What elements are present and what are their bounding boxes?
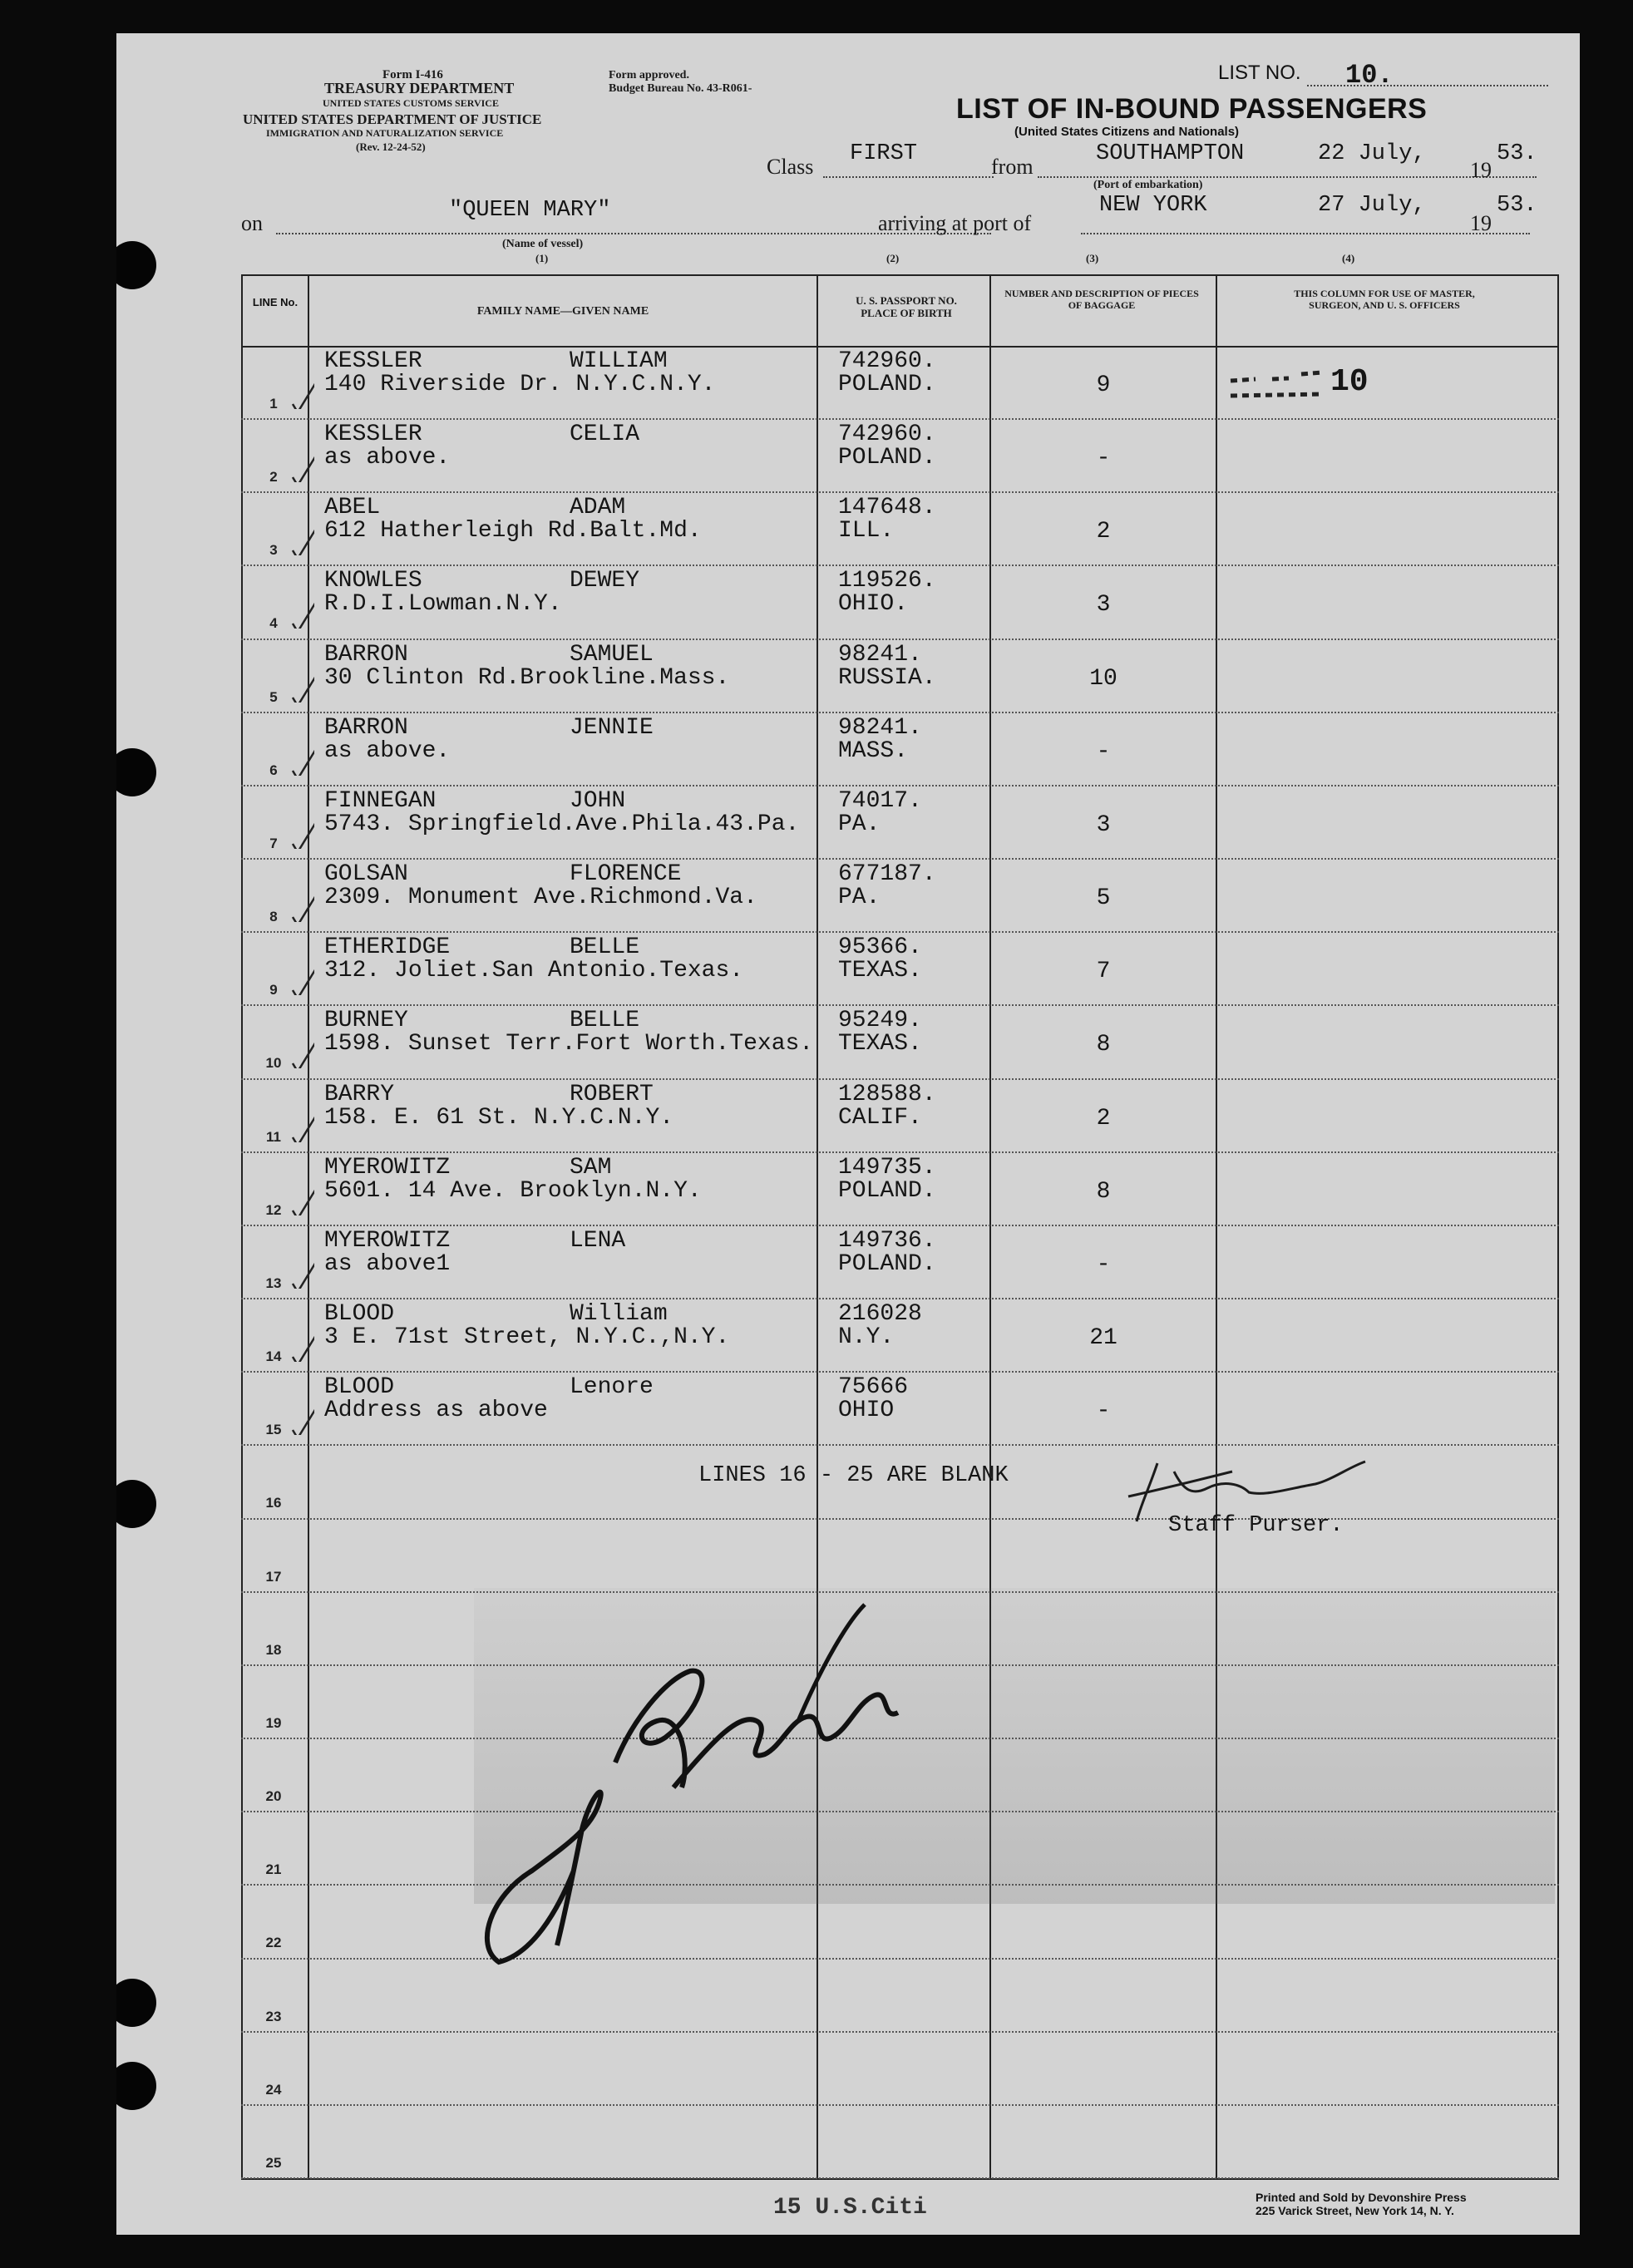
line-number: 4 — [269, 615, 278, 632]
baggage-count: 3 — [1096, 592, 1111, 619]
passport-number: 128588. — [838, 1081, 936, 1107]
address: 2309. Monument Ave.Richmond.Va. — [324, 885, 757, 911]
family-name: KNOWLES — [324, 568, 422, 594]
place-of-birth: POLAND. — [838, 1177, 936, 1204]
family-name: ABEL — [324, 495, 381, 521]
form-subtitle: (United States Citizens and Nationals) — [1014, 125, 1240, 139]
address: 158. E. 61 St. N.Y.C.N.Y. — [324, 1104, 674, 1131]
given-name: SAMUEL — [570, 641, 654, 668]
line-number: 9 — [269, 982, 278, 998]
manifest-page — [116, 33, 1580, 2235]
place-of-birth: OHIO — [838, 1398, 895, 1424]
form-number: Form I-416 — [382, 68, 443, 81]
address: as above. — [324, 737, 451, 764]
row-separator — [241, 1151, 1559, 1153]
place-of-birth: N.Y. — [838, 1324, 895, 1351]
punch-hole — [116, 1480, 156, 1528]
row-separator — [241, 785, 1559, 786]
row-separator — [241, 418, 1559, 420]
punch-hole — [116, 241, 156, 289]
place-of-birth: CALIF. — [838, 1104, 922, 1131]
given-name: JENNIE — [570, 714, 654, 741]
place-of-birth: POLAND. — [838, 372, 936, 397]
check-mark — [289, 379, 314, 409]
passport-number: 98241. — [838, 641, 922, 668]
passport-number: 149735. — [838, 1154, 936, 1181]
family-name: MYEROWITZ — [324, 1154, 451, 1181]
col-num-4: (4) — [1342, 252, 1355, 264]
line-number: 16 — [265, 1495, 282, 1511]
baggage-count: 5 — [1096, 885, 1111, 912]
baggage-count: 9 — [1096, 372, 1111, 398]
line-number: 11 — [266, 1128, 281, 1145]
address: 140 Riverside Dr. N.Y.C.N.Y. — [324, 372, 716, 397]
place-of-birth: TEXAS. — [838, 958, 922, 984]
form-revision: (Rev. 12-24-52) — [356, 141, 426, 153]
row-separator — [241, 491, 1559, 493]
baggage-count: 21 — [1089, 1325, 1117, 1352]
baggage-count: - — [1096, 446, 1111, 472]
family-name: KESSLER — [324, 348, 422, 374]
row-separator — [241, 931, 1559, 933]
arrive-date: 27 July, — [1318, 193, 1426, 218]
family-name: BLOOD — [324, 1374, 395, 1401]
form-title: LIST OF IN-BOUND PASSENGERS — [956, 93, 1428, 125]
family-name: BLOOD — [324, 1301, 395, 1328]
given-name: ADAM — [570, 495, 626, 521]
check-mark — [289, 892, 314, 922]
baggage-count: 10 — [1089, 665, 1117, 692]
place-of-birth: RUSSIA. — [838, 664, 936, 691]
address: 612 Hatherleigh Rd.Balt.Md. — [324, 518, 702, 545]
from-label: from — [991, 155, 1034, 179]
address: 30 Clinton Rd.Brookline.Mass. — [324, 664, 730, 691]
address: 5743. Springfield.Ave.Phila.43.Pa. — [324, 811, 800, 837]
list-no-value: 10. — [1345, 60, 1394, 91]
check-mark — [289, 746, 314, 776]
line-number: 13 — [265, 1275, 282, 1291]
baggage-count: - — [1096, 1251, 1111, 1278]
passport-number: 677187. — [838, 861, 936, 888]
punch-hole — [116, 748, 156, 796]
row-separator — [241, 1298, 1559, 1299]
vessel-caption: (Name of vessel) — [502, 238, 584, 250]
given-name: FLORENCE — [570, 861, 682, 888]
address: Address as above — [324, 1398, 548, 1424]
line-number: 3 — [269, 542, 278, 559]
check-mark — [289, 1405, 314, 1435]
check-mark — [289, 452, 314, 482]
line-number: 2 — [269, 469, 278, 486]
given-name: LENA — [570, 1227, 626, 1254]
line-number: 6 — [269, 762, 278, 778]
col-num-1: (1) — [535, 252, 549, 264]
check-mark — [289, 1186, 314, 1215]
address: as above. — [324, 445, 451, 471]
dept-treasury: TREASURY DEPARTMENT — [324, 80, 515, 96]
row-separator — [241, 2031, 1559, 2033]
row-separator — [241, 565, 1559, 566]
address: 3 E. 71st Street, N.Y.C.,N.Y. — [324, 1324, 730, 1351]
header-baggage: NUMBER AND DESCRIPTION OF PIECES OF BAGGAGE — [1004, 288, 1199, 311]
line-number: 1 — [269, 396, 278, 412]
family-name: BARRY — [324, 1081, 395, 1107]
depart-date: 22 July, — [1318, 141, 1426, 166]
header-officers: THIS COLUMN FOR USE OF MASTER, SURGEON, AND U. S. OFFICERS — [1294, 288, 1475, 311]
vessel-name: "QUEEN MARY" — [449, 198, 611, 223]
address: 312. Joliet.San Antonio.Texas. — [324, 958, 744, 984]
citizen-summary: 15 U.S.Citi — [773, 2195, 927, 2221]
officer-dash-mark — [1222, 357, 1339, 407]
baggage-count: 8 — [1096, 1178, 1111, 1205]
place-of-birth: MASS. — [838, 737, 909, 764]
check-mark — [289, 819, 314, 849]
row-separator — [241, 712, 1559, 713]
arrive-year-prefix: 19 — [1470, 211, 1492, 235]
place-of-birth: PA. — [838, 885, 881, 911]
family-name: ETHERIDGE — [324, 934, 451, 961]
place-of-birth: POLAND. — [838, 445, 936, 471]
passport-number: 149736. — [838, 1227, 936, 1254]
form-approved: Form approved. — [609, 69, 689, 81]
printer-line-2: 225 Varick Street, New York 14, N. Y. — [1256, 2204, 1454, 2217]
arriving-label: arriving at port of — [878, 211, 1032, 235]
line-number: 21 — [265, 1861, 282, 1878]
line-number: 19 — [265, 1714, 282, 1731]
baggage-count: 2 — [1096, 1105, 1111, 1132]
passport-number: 742960. — [838, 422, 936, 448]
line-number: 20 — [265, 1788, 282, 1805]
line-number: 14 — [265, 1348, 282, 1365]
passport-number: 742960. — [838, 348, 936, 374]
place-of-birth: TEXAS. — [838, 1031, 922, 1058]
dept-immigration: IMMIGRATION AND NATURALIZATION SERVICE — [266, 127, 504, 139]
line-number: 7 — [269, 835, 278, 851]
family-name: FINNEGAN — [324, 787, 437, 814]
dept-justice: UNITED STATES DEPARTMENT OF JUSTICE — [243, 111, 542, 127]
line-number: 8 — [269, 909, 278, 925]
row-separator — [241, 1371, 1559, 1373]
given-name: ROBERT — [570, 1081, 654, 1107]
on-label: on — [241, 211, 263, 235]
row-separator — [241, 2177, 1559, 2179]
family-name: MYEROWITZ — [324, 1227, 451, 1254]
check-mark — [289, 1332, 314, 1362]
line-number: 18 — [265, 1641, 282, 1658]
line-number: 15 — [265, 1422, 282, 1438]
line-number: 10 — [265, 1055, 282, 1072]
dept-customs: UNITED STATES CUSTOMS SERVICE — [323, 97, 499, 109]
place-of-birth: PA. — [838, 811, 881, 837]
baggage-count: - — [1096, 1398, 1111, 1425]
master-signature — [466, 1596, 931, 1979]
row-separator — [241, 1004, 1559, 1006]
family-name: BARRON — [324, 641, 408, 668]
class-label: Class — [767, 155, 814, 179]
embark-caption: (Port of embarkation) — [1093, 179, 1203, 191]
family-name: BARRON — [324, 714, 408, 741]
baggage-count: 2 — [1096, 519, 1111, 545]
arrive-year: 53. — [1497, 193, 1537, 218]
officer-mark: 10 — [1330, 364, 1369, 400]
address: 1598. Sunset Terr.Fort Worth.Texas. — [324, 1031, 814, 1058]
row-separator — [241, 858, 1559, 860]
check-mark — [289, 965, 314, 995]
from-value: SOUTHAMPTON — [1096, 141, 1245, 166]
family-name: GOLSAN — [324, 861, 408, 888]
check-mark — [289, 599, 314, 629]
given-name: William — [570, 1301, 668, 1328]
line-number: 12 — [265, 1201, 282, 1218]
passport-number: 216028 — [838, 1301, 922, 1328]
col-num-3: (3) — [1086, 252, 1099, 264]
depart-year: 53. — [1497, 141, 1537, 166]
passport-number: 75666 — [838, 1374, 909, 1401]
passport-number: 74017. — [838, 787, 922, 814]
check-mark — [289, 525, 314, 555]
row-separator — [241, 1078, 1559, 1080]
budget-bureau: Budget Bureau No. 43-R061- — [609, 82, 752, 95]
check-mark — [289, 673, 314, 703]
punch-hole — [116, 1979, 156, 2027]
given-name: JOHN — [570, 787, 626, 814]
line-number: 23 — [265, 2008, 282, 2024]
baggage-count: 7 — [1096, 959, 1111, 985]
line-number: 5 — [269, 688, 278, 705]
check-mark — [289, 1259, 314, 1289]
depart-year-prefix: 19 — [1470, 158, 1492, 182]
given-name: BELLE — [570, 1008, 640, 1034]
row-separator — [241, 1225, 1559, 1226]
given-name: SAM — [570, 1154, 612, 1181]
col-num-2: (2) — [886, 252, 900, 264]
passport-number: 98241. — [838, 714, 922, 741]
header-name: FAMILY NAME—GIVEN NAME — [476, 305, 649, 318]
row-separator — [241, 2104, 1559, 2106]
given-name: CELIA — [570, 422, 640, 448]
place-of-birth: ILL. — [838, 518, 895, 545]
baggage-count: 8 — [1096, 1032, 1111, 1058]
passport-number: 119526. — [838, 568, 936, 594]
header-line-no: LINE No. — [252, 296, 298, 308]
family-name: KESSLER — [324, 422, 422, 448]
line-number: 25 — [265, 2154, 282, 2171]
printer-line-1: Printed and Sold by Devonshire Press — [1256, 2191, 1467, 2204]
place-of-birth: OHIO. — [838, 591, 909, 618]
family-name: BURNEY — [324, 1008, 408, 1034]
given-name: DEWEY — [570, 568, 640, 594]
line-number: 17 — [265, 1568, 282, 1585]
header-passport: U. S. PASSPORT NO. PLACE OF BIRTH — [856, 294, 957, 319]
line-number: 22 — [265, 1935, 282, 1951]
class-value: FIRST — [850, 141, 918, 166]
address: 5601. 14 Ave. Brooklyn.N.Y. — [324, 1177, 702, 1204]
baggage-count: 3 — [1096, 811, 1111, 838]
line-number: 24 — [265, 2081, 282, 2098]
punch-hole — [116, 2062, 156, 2110]
staff-purser-label: Staff Purser. — [1168, 1513, 1344, 1538]
given-name: WILLIAM — [570, 348, 668, 374]
passport-number: 95249. — [838, 1008, 922, 1034]
address: R.D.I.Lowman.N.Y. — [324, 591, 562, 618]
address: as above1 — [324, 1250, 451, 1277]
row-separator — [241, 638, 1559, 640]
arrive-port: NEW YORK — [1099, 193, 1207, 218]
given-name: BELLE — [570, 934, 640, 961]
blank-lines-note: LINES 16 - 25 ARE BLANK — [698, 1463, 1009, 1488]
place-of-birth: POLAND. — [838, 1250, 936, 1277]
check-mark — [289, 1038, 314, 1068]
passport-number: 147648. — [838, 495, 936, 521]
given-name: Lenore — [570, 1374, 654, 1401]
check-mark — [289, 1112, 314, 1142]
baggage-count: - — [1096, 738, 1111, 765]
list-no-label: LIST NO. — [1218, 62, 1301, 84]
passport-number: 95366. — [838, 934, 922, 961]
